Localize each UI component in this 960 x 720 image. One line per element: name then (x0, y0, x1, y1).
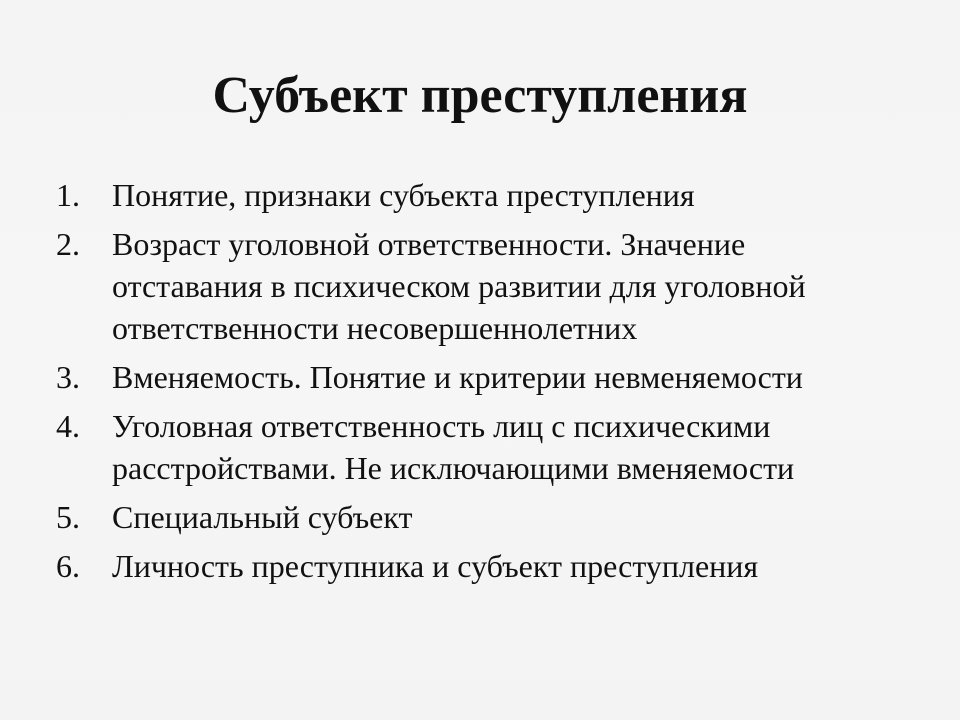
list-item (56, 223, 916, 349)
topic-list (56, 174, 916, 594)
list-item-number: 4. (56, 408, 80, 444)
list-item (56, 174, 916, 216)
list-item (56, 496, 916, 538)
list-item-line: Личность преступника и субъект преступления (112, 548, 759, 584)
list-item-number: 2. (56, 226, 80, 262)
list-item-text (112, 496, 916, 538)
list-item-text (112, 356, 916, 398)
list-item-line: Возраст уголовной ответственности. Значение (112, 226, 746, 262)
list-item-line: Вменяемость. Понятие и критерии невменяемости (112, 359, 803, 395)
list-item (56, 545, 916, 587)
list-item-line: Специальный субъект (112, 499, 413, 535)
list-item-line: отставания в психическом развитии для уголовной (112, 268, 806, 304)
list-item (56, 356, 916, 398)
list-item-text (112, 223, 916, 349)
list-item (56, 405, 916, 489)
slide-title: Субъект преступления (212, 67, 748, 124)
list-item-line: ответственности несовершеннолетних (112, 310, 638, 346)
list-item-number: 5. (56, 499, 80, 535)
list-item-line: расстройствами. Не исключающими вменяемости (112, 450, 795, 486)
list-item-text (112, 545, 916, 587)
list-item-line: Понятие, признаки субъекта преступления (112, 177, 695, 213)
list-item-text (112, 405, 916, 489)
list-item-number: 3. (56, 359, 80, 395)
list-item-line: Уголовная ответственность лиц с психическими (112, 408, 771, 444)
list-item-text (112, 174, 916, 216)
list-item-number: 1. (56, 177, 80, 213)
list-item-number: 6. (56, 548, 80, 584)
